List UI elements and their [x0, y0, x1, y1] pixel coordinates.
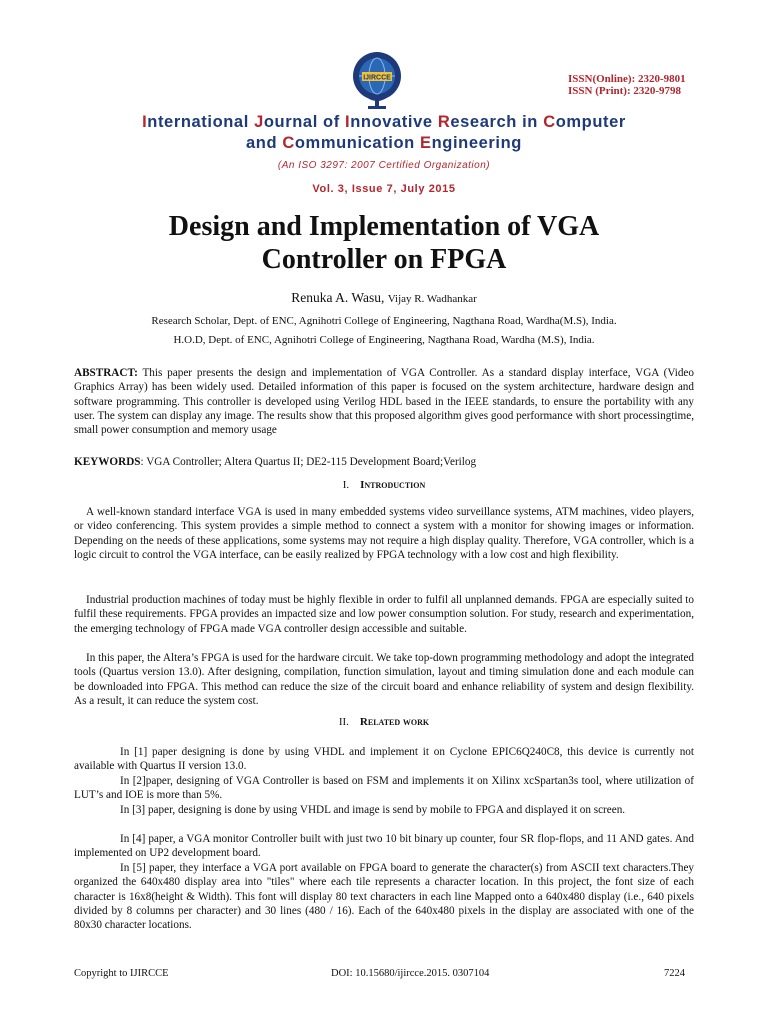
section-number: II.	[338, 716, 349, 728]
authors	[0, 290, 768, 306]
journal-initial: C	[543, 113, 556, 131]
footer-page-number: 7224	[664, 968, 685, 979]
journal-word: nnovative	[350, 113, 438, 131]
author-1: Renuka A. Wasu,	[291, 290, 385, 305]
section-heading-introduction	[0, 479, 768, 491]
related-work-paragraph-4: In [4] paper, a VGA monitor Controller built with just two 10 bit binary up counter, four SR flop-flops, and 11 AND gates. And implemented on UP2 development board.	[74, 833, 694, 860]
section-number: I.	[342, 479, 350, 491]
journal-word: and	[246, 134, 283, 152]
journal-word: ngineering	[431, 134, 522, 152]
section-title: Related work	[359, 716, 430, 728]
certification: (An ISO 3297: 2007 Certified Organization)	[277, 160, 491, 171]
section-heading-related-work	[0, 716, 768, 728]
footer-doi: DOI: 10.15680/ijircce.2015. 0307104	[331, 968, 490, 979]
section-title: Introduction	[360, 479, 426, 491]
title-line-1: Design and Implementation of VGA	[168, 211, 600, 242]
journal-word: ournal of	[263, 113, 346, 131]
related-work-paragraph-1: In [1] paper designing is done by using VHDL and implement it on Cyclone EPIC6Q240C8, this device is currently not available with Quartus II version 13.0.	[74, 746, 694, 773]
related-work-paragraph-3: In [3] paper, designing is done by using VHDL and image is send by mobile to FPGA and displayed it on screen.	[120, 804, 626, 816]
journal-word: nternational	[147, 113, 255, 131]
journal-line-1	[60, 112, 708, 133]
related-work-paragraph-2: In [2]paper, designing of VGA Controller is based on FSM and implements it on Xilinx xcSpartan3s tool, where utilization of LUT’s and IOE is more than 5%.	[74, 775, 694, 802]
keywords-label: KEYWORDS	[74, 456, 141, 468]
title-line-2: Controller on FPGA	[261, 244, 507, 275]
journal-initial: C	[282, 134, 295, 152]
journal-initial: I	[142, 113, 148, 131]
journal-word: esearch in	[450, 113, 544, 131]
volume-issue: Vol. 3, Issue 7, July 2015	[312, 183, 456, 195]
journal-logo	[346, 48, 408, 112]
author-2: Vijay R. Wadhankar	[387, 293, 477, 305]
intro-paragraph-1: A well-known standard interface VGA is used in many embedded systems video surveillance systems, ATM machines, video players, or video conferencing. This system provides a simple method to connect a system with a monitor for showing images or information. Depending on the needs of these applications, some systems may not require a high display quality. Therefore, VGA controller, which is a logic circuit to control the VGA interface, can be easily realized by FPGA technology with a low cost and high flexibility.	[74, 506, 694, 561]
footer-copyright: Copyright to IJIRCCE	[74, 968, 169, 979]
journal-word: ommunication	[294, 134, 421, 152]
journal-line-2	[60, 133, 708, 154]
issn-online: ISSN(Online): 2320-9801	[568, 73, 686, 85]
issn-print: ISSN (Print): 2320-9798	[568, 85, 682, 97]
journal-name	[60, 112, 708, 154]
intro-paragraph-3: In this paper, the Altera’s FPGA is used for the hardware circuit. We take top-down programming methodology and adopt the integrated tools (Quartus version 13.0). After designing, compilation, function simulation, layout and timing simulation done and each module can be downloaded into FPGA. This method can reduce the size of the circuit board and enhance reliability of system and design flexibility. As a result, it can reduce the system cost.	[74, 652, 695, 707]
keywords	[74, 455, 694, 469]
journal-initial: I	[345, 113, 351, 131]
journal-word: omputer	[555, 113, 626, 131]
logo-text: IJIRCCE	[363, 74, 391, 82]
journal-initial: R	[437, 113, 451, 131]
journal-initial: E	[420, 134, 432, 152]
journal-initial: J	[254, 113, 264, 131]
paper-title	[80, 210, 688, 276]
related-work-paragraph-5: In [5] paper, they interface a VGA port available on FPGA board to generate the character(s) from ASCII text characters.They organized the 640x480 display area into "tiles" where each tile represents a character location. In this project, the font size of each character is 16x8(height & Width). This font will display 80 text characters in each line Mapped onto a 640x480 display (i.e., 640 pixels divided by 8 columns per character) and 30 lines (480 / 16). Each of the 640x480 pixels in the display are associated with one of the 80x30 character locations.	[74, 862, 694, 932]
intro-paragraph-2: Industrial production machines of today must be highly flexible in order to fulfil all unplanned demands. FPGA are especially suited to fulfil these requirements. FPGA provides an impacted size and low power consumption solution. For study, research and experimentation, the emerging technology of FPGA made VGA controller design accessible and suitable.	[74, 594, 694, 635]
affiliation-1: Research Scholar, Dept. of ENC, Agnihotri College of Engineering, Nagthana Road, Wardha(M.S), India.	[151, 315, 617, 327]
keywords-text: : VGA Controller; Altera Quartus II; DE2-115 Development Board;Verilog	[140, 456, 477, 468]
abstract-text: This paper presents the design and implementation of VGA Controller. As a standard display interface, VGA (Video Graphics Array) has been widely used. Detailed information of this paper is focused on the system architecture, hardware design and software programming. This controller is developed using Verilog HDL based in the IEEE standards, to ensure the portability with any user. The system can display any image. The results show that this proposed algorithm gives good performance with short processingtime, small power consumption and memory usage	[74, 367, 694, 437]
abstract	[74, 366, 694, 437]
affiliation-2: H.O.D, Dept. of ENC, Agnihotri College of Engineering, Nagthana Road, Wardha (M.S), India.	[173, 334, 595, 346]
abstract-label: ABSTRACT:	[74, 367, 138, 379]
issn-block	[568, 73, 686, 97]
